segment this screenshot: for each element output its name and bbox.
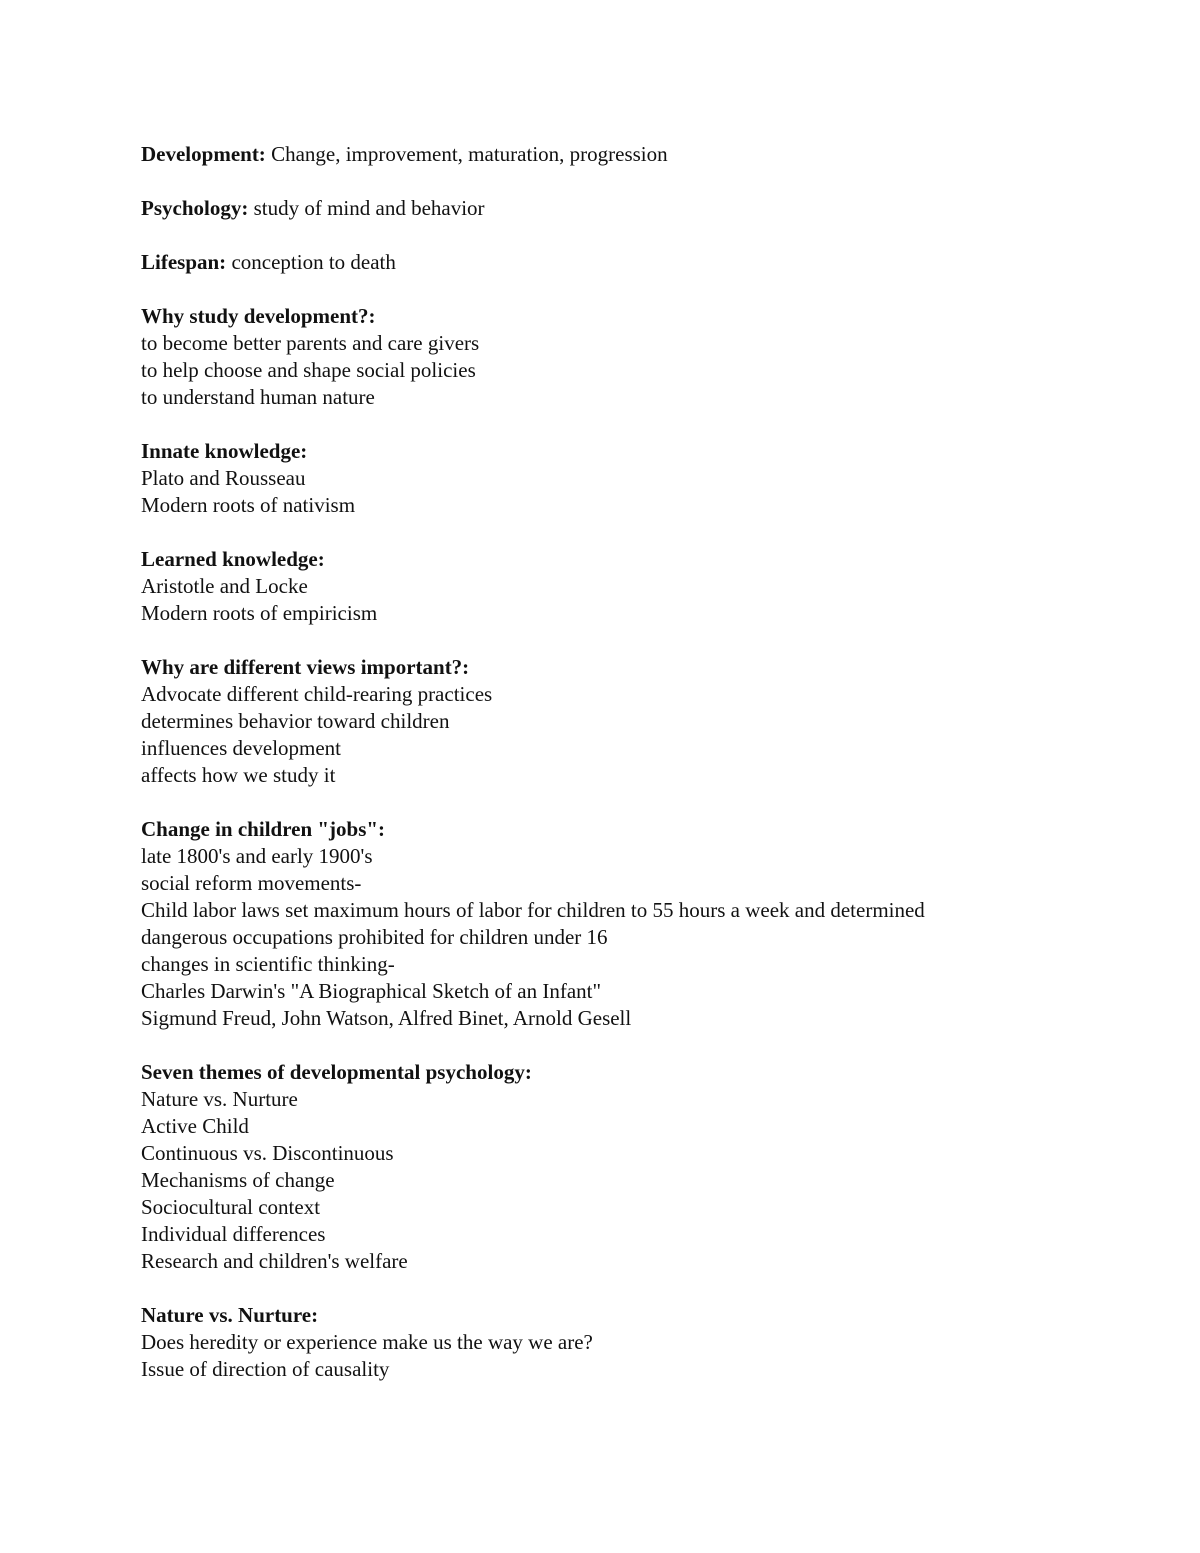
section-seven-themes — [141, 1059, 1141, 1275]
section-learned-knowledge — [141, 546, 1141, 627]
document-page — [141, 141, 1141, 1410]
definition-lifespan — [141, 249, 1141, 276]
section-line: Sigmund Freud, John Watson, Alfred Binet, Arnold Gesell — [141, 1006, 632, 1030]
section-line: late 1800's and early 1900's — [141, 844, 373, 868]
section-line: Research and children's welfare — [141, 1249, 408, 1273]
definition-psychology — [141, 195, 1141, 222]
section-line: Plato and Rousseau — [141, 466, 306, 490]
definition-text: conception to death — [226, 250, 396, 274]
section-heading: Why are different views important?: — [141, 655, 470, 679]
section-line: Modern roots of nativism — [141, 493, 356, 517]
section-line: Mechanisms of change — [141, 1168, 335, 1192]
section-nature-vs-nurture — [141, 1302, 1141, 1383]
section-line: Aristotle and Locke — [141, 574, 308, 598]
section-line: to understand human nature — [141, 385, 375, 409]
section-line: to become better parents and care givers — [141, 331, 480, 355]
section-different-views — [141, 654, 1141, 789]
section-heading: Seven themes of developmental psychology: — [141, 1060, 532, 1084]
section-change-in-children-jobs — [141, 816, 1141, 1032]
definition-term: Development: — [141, 142, 266, 166]
section-line: Child labor laws set maximum hours of labor for children to 55 hours a week and determined — [141, 898, 925, 922]
section-heading: Innate knowledge: — [141, 439, 308, 463]
section-line: Individual differences — [141, 1222, 326, 1246]
section-line: Continuous vs. Discontinuous — [141, 1141, 394, 1165]
section-line: Charles Darwin's "A Biographical Sketch of an Infant" — [141, 979, 602, 1003]
definition-term: Lifespan: — [141, 250, 227, 274]
section-heading: Nature vs. Nurture: — [141, 1303, 319, 1327]
section-line: Modern roots of empiricism — [141, 601, 378, 625]
section-line: social reform movements- — [141, 871, 362, 895]
definition-text: study of mind and behavior — [248, 196, 485, 220]
section-heading: Learned knowledge: — [141, 547, 325, 571]
definition-text: Change, improvement, maturation, progression — [265, 142, 668, 166]
definition-development — [141, 141, 1141, 168]
section-line: Advocate different child-rearing practices — [141, 682, 493, 706]
section-line: to help choose and shape social policies — [141, 358, 476, 382]
section-why-study-development — [141, 303, 1141, 411]
section-line: Does heredity or experience make us the way we are? — [141, 1330, 593, 1354]
section-line: Issue of direction of causality — [141, 1357, 390, 1381]
section-heading: Why study development?: — [141, 304, 376, 328]
section-line: dangerous occupations prohibited for children under 16 — [141, 925, 608, 949]
section-line: influences development — [141, 736, 342, 760]
definition-term: Psychology: — [141, 196, 249, 220]
section-line: changes in scientific thinking- — [141, 952, 395, 976]
section-line: determines behavior toward children — [141, 709, 450, 733]
section-line: affects how we study it — [141, 763, 336, 787]
section-heading: Change in children "jobs": — [141, 817, 386, 841]
section-line: Nature vs. Nurture — [141, 1087, 298, 1111]
section-line: Sociocultural context — [141, 1195, 321, 1219]
section-line: Active Child — [141, 1114, 249, 1138]
section-innate-knowledge — [141, 438, 1141, 519]
